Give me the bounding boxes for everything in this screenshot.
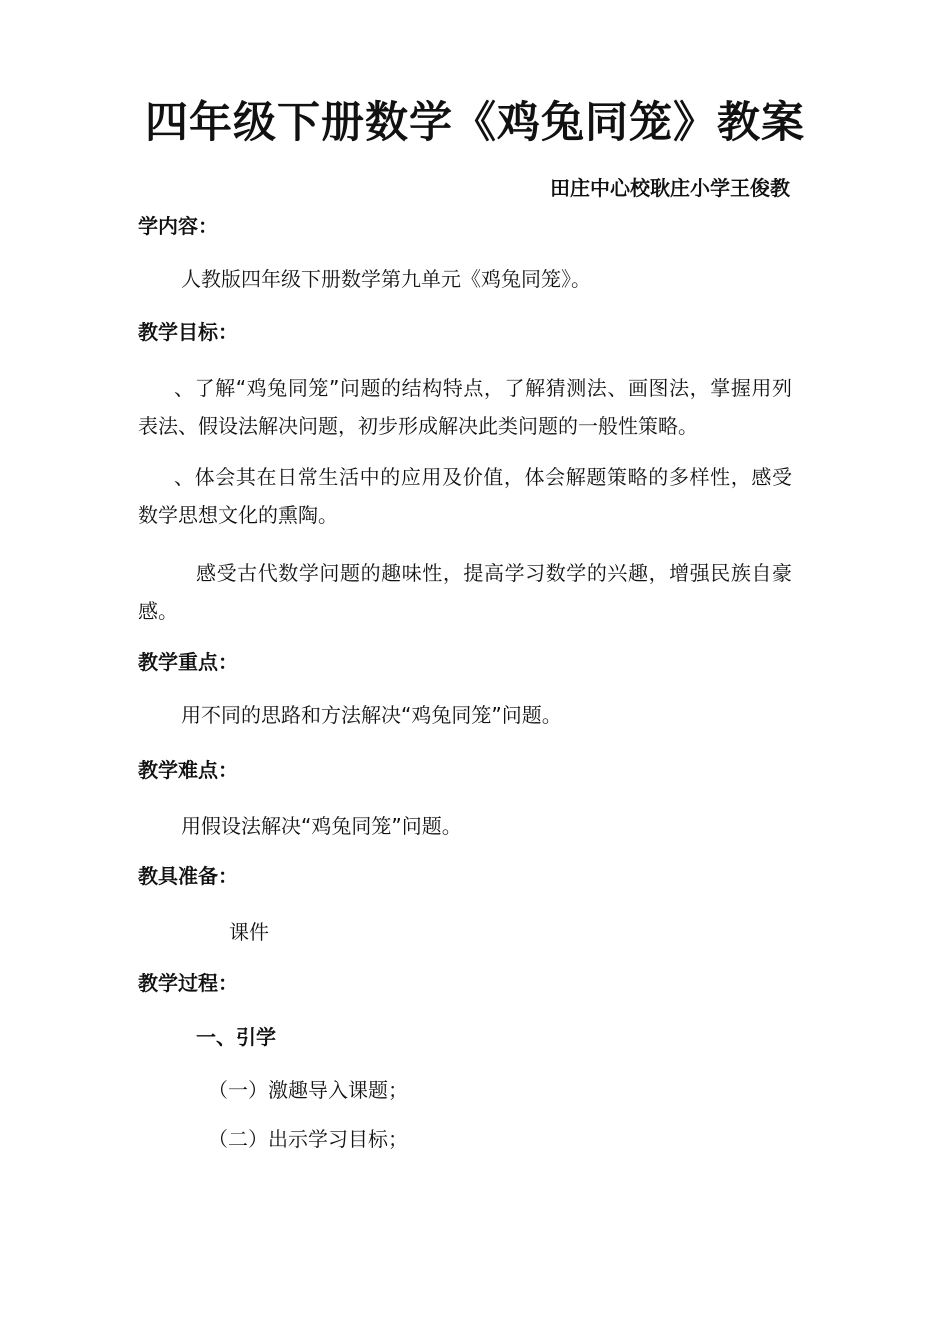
goals-heading: 教学目标： (138, 320, 238, 344)
step-2: （二）出示学习目标； (208, 1127, 408, 1151)
author-line: 田庄中心校耿庄小学王俊教 (550, 176, 790, 200)
difficulty-text: 用假设法解决“鸡兔同笼”问题。 (181, 814, 462, 838)
content-text: 人教版四年级下册数学第九单元《鸡兔同笼》。 (181, 267, 591, 291)
tools-text: 课件 (229, 920, 269, 944)
key-heading: 教学重点： (138, 650, 238, 674)
goal-2: 、体会其在日常生活中的应用及价值，体会解题策略的多样性，感受数学思想文化的熏陶。 (138, 465, 792, 527)
tools-heading: 教具准备： (138, 864, 238, 888)
key-text: 用不同的思路和方法解决“鸡兔同笼”问题。 (181, 703, 562, 727)
content-heading: 学内容： (138, 214, 218, 238)
step-1: （一）激趣导入课题； (208, 1078, 408, 1102)
goal-1: 、了解“鸡兔同笼”问题的结构特点，了解猜测法、画图法，掌握用列表法、假设法解决问题，初步形成解决此类问题的一般性策略。 (138, 376, 792, 438)
document-title: 四年级下册数学《鸡兔同笼》教案 (145, 98, 805, 148)
section-1-heading: 一、引学 (196, 1025, 276, 1049)
difficulty-heading: 教学难点： (138, 758, 238, 782)
goal-3: 感受古代数学问题的趣味性，提高学习数学的兴趣，增强民族自豪感。 (138, 561, 792, 623)
process-heading: 教学过程： (138, 971, 238, 995)
